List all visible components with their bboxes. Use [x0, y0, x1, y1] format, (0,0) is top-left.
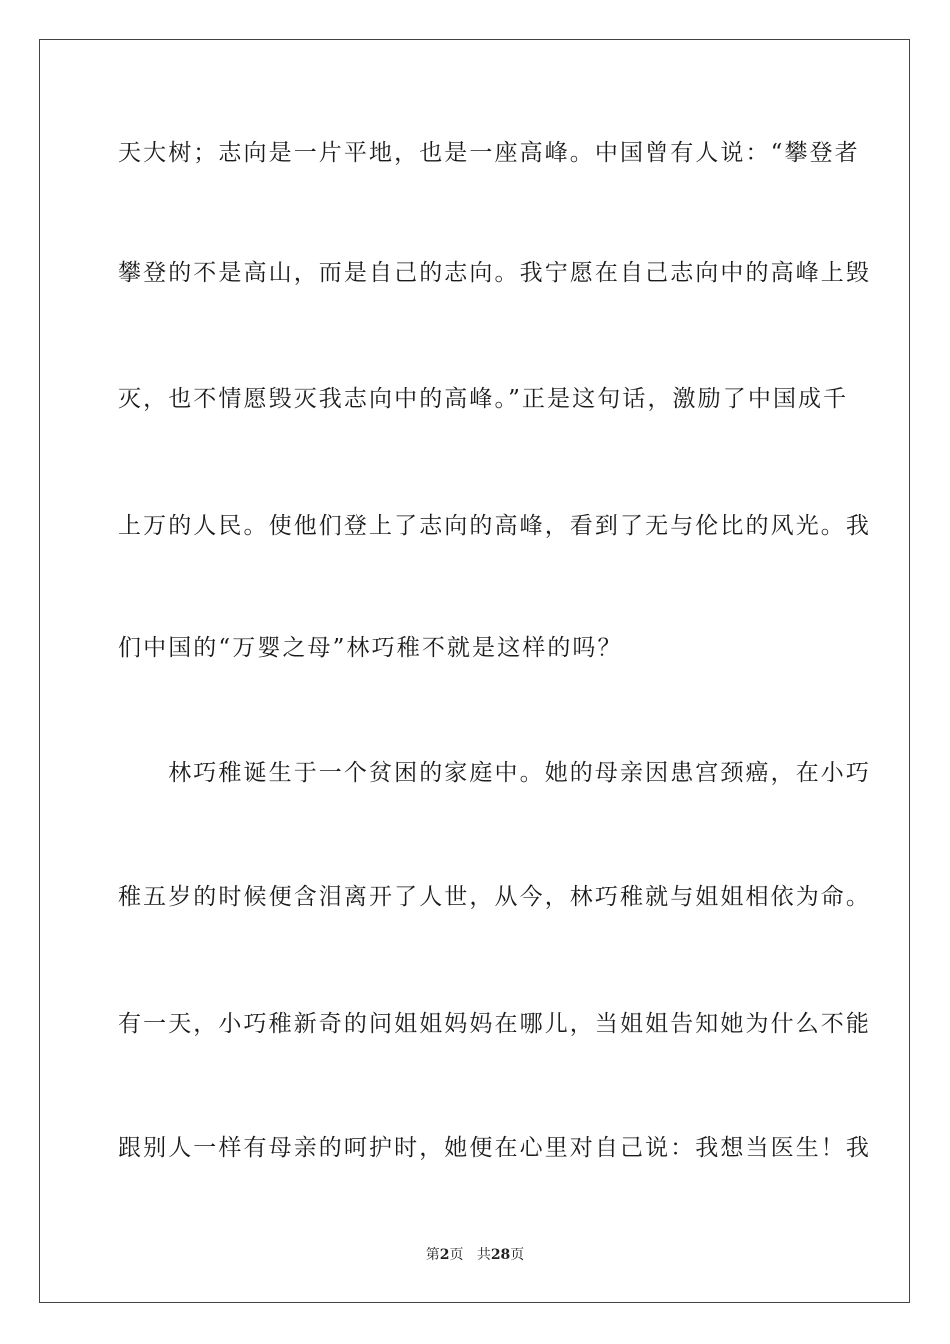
page-prefix: 第	[425, 1247, 440, 1263]
total-prefix: 共	[476, 1247, 491, 1263]
text-line-5: 们中国的“万婴之母”林巧稚不就是这样的吗？	[118, 635, 623, 661]
text-line-1: 天大树；志向是一片平地，也是一座高峰。中国曾有人说：“攀登者	[118, 140, 860, 166]
page-border	[39, 39, 910, 1303]
total-pages: 28	[490, 1247, 511, 1263]
text-line-3: 灭，也不情愿毁灭我志向中的高峰。”正是这句话，激励了中国成千	[118, 386, 849, 412]
text-line-7: 稚五岁的时候便含泪离开了人世，从今，林巧稚就与姐姐相依为命。	[118, 884, 871, 910]
text-line-8: 有一天，小巧稚新奇的问姐姐妈妈在哪儿，当姐姐告知她为什么不能	[118, 1011, 871, 1037]
text-line-9: 跟别人一样有母亲的呵护时，她便在心里对自己说：我想当医生！我	[118, 1135, 871, 1161]
text-line-2: 攀登的不是高山，而是自己的志向。我宁愿在自己志向中的高峰上毁	[118, 260, 871, 286]
total-suffix: 页	[510, 1247, 525, 1263]
page-suffix: 页	[449, 1247, 464, 1263]
page-footer	[0, 1246, 950, 1264]
text-line-6: 林巧稚诞生于一个贫困的家庭中。她的母亲因患宫颈癌，在小巧	[118, 760, 871, 786]
text-line-4: 上万的人民。使他们登上了志向的高峰，看到了无与伦比的风光。我	[118, 513, 871, 539]
page-number: 2	[439, 1247, 450, 1263]
